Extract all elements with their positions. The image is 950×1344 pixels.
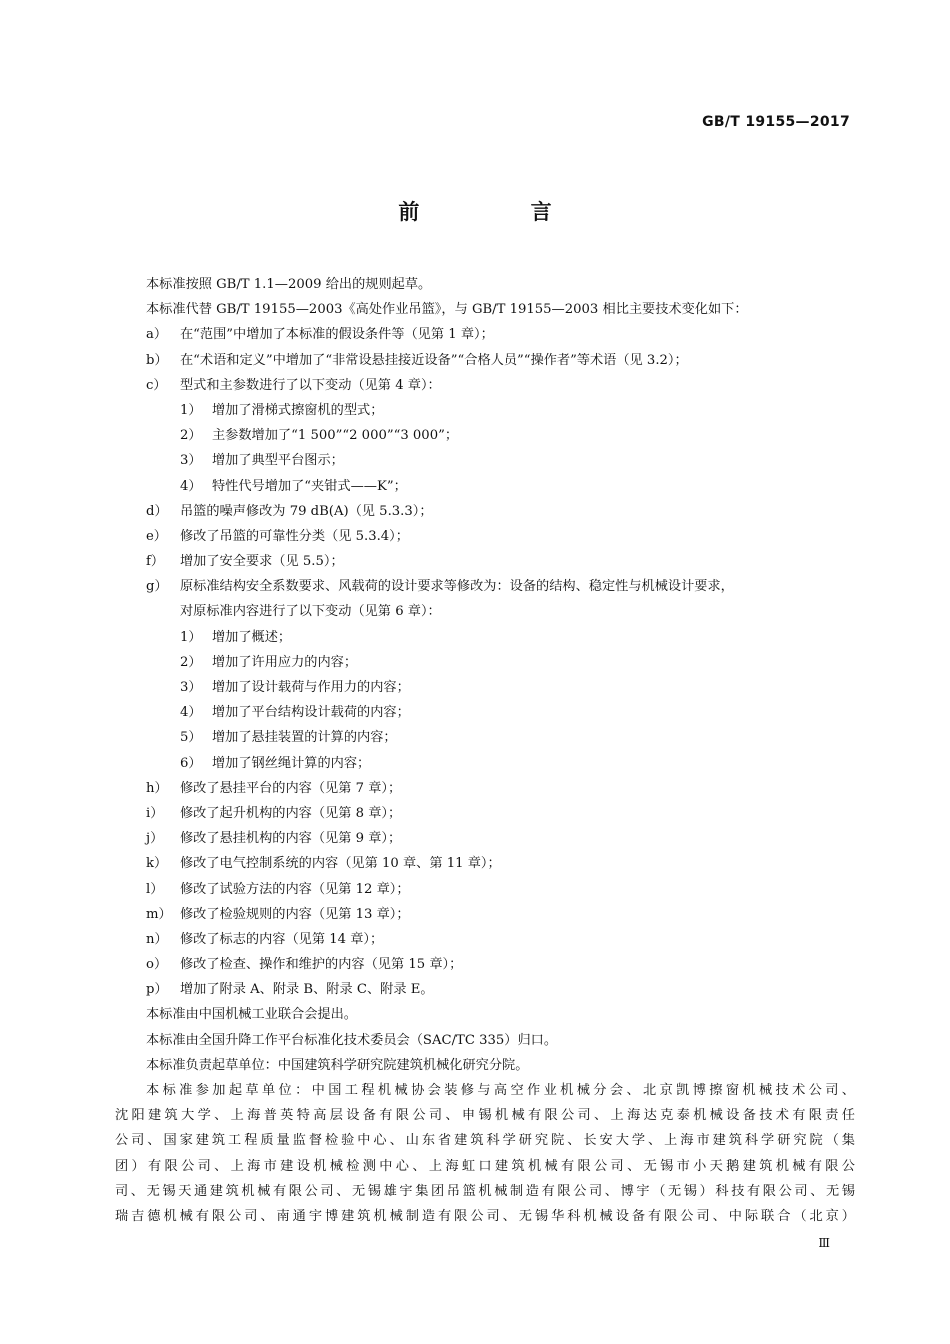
list-text: 在“术语和定义”中增加了“非常设悬挂接近设备”“合格人员”“操作者”等术语（见 3.2）； <box>180 352 688 368</box>
list-item <box>115 826 855 851</box>
list-text-continuation: 对原标准内容进行了以下变动（见第 6 章）： <box>180 604 441 620</box>
sub-item <box>115 725 855 750</box>
sub-marker: 1） <box>180 402 202 418</box>
list-text: 修改了起升机构的内容（见第 8 章）； <box>180 805 402 821</box>
list-marker: d） <box>146 503 168 519</box>
sub-item <box>115 398 855 423</box>
sub-text: 增加了悬挂装置的计算的内容； <box>212 730 397 746</box>
list-text: 吊篮的噪声修改为 79 dB(A)（见 5.3.3）； <box>180 503 433 519</box>
list-item <box>115 977 855 1002</box>
list-text: 修改了电气控制系统的内容（见第 10 章、第 11 章）； <box>180 856 501 872</box>
sub-text: 增加了钢丝绳计算的内容； <box>212 755 371 771</box>
sub-marker: 2） <box>180 654 202 670</box>
list-text: 修改了检查、操作和维护的内容（见第 15 章）； <box>180 957 463 973</box>
list-item <box>115 902 855 927</box>
sub-text: 增加了典型平台图示； <box>212 453 344 469</box>
list-item <box>115 322 855 347</box>
list-marker: n） <box>146 931 168 947</box>
list-text: 型式和主参数进行了以下变动（见第 4 章）： <box>180 377 441 393</box>
sub-marker: 6） <box>180 755 202 771</box>
list-marker: m） <box>146 906 172 922</box>
list-text: 修改了试验方法的内容（见第 12 章）； <box>180 881 410 897</box>
page-title: 前 言 <box>398 200 604 224</box>
drafters-line: 团）有限公司、上海市建设机械检测中心、上海虹口建筑机械有限公司、无锡市小天鹅建筑机械有限公 <box>115 1158 855 1174</box>
drafters-line: 公司、国家建筑工程质量监督检验中心、山东省建筑科学研究院、长安大学、上海市建筑科学研究院（集 <box>115 1133 855 1149</box>
paragraph: 本标准负责起草单位：中国建筑科学研究院建筑机械化研究分院。 <box>146 1057 529 1073</box>
list-marker: p） <box>146 982 168 998</box>
list-marker: f） <box>146 554 165 570</box>
sub-marker: 3） <box>180 453 202 469</box>
sub-text: 增加了设计载荷与作用力的内容； <box>212 680 410 695</box>
paragraph: 本标准代替 GB/T 19155—2003《高处作业吊篮》，与 GB/T 19155—2003 相比主要技术变化如下： <box>146 302 748 318</box>
paragraph: 本标准由全国升降工作平台标准化技术委员会（SAC/TC 335）归口。 <box>146 1032 558 1048</box>
list-marker: k） <box>146 856 168 872</box>
paragraph: 本标准由中国机械工业联合会提出。 <box>146 1007 357 1023</box>
list-text: 增加了安全要求（见 5.5）； <box>180 554 344 570</box>
document-body <box>115 272 855 1229</box>
sub-text: 特性代号增加了“夹钳式——K”； <box>212 478 407 494</box>
list-text: 原标准结构安全系数要求、风载荷的设计要求等修改为：设备的结构、稳定性与机械设计要求， <box>180 579 734 595</box>
sub-marker: 4） <box>180 705 202 721</box>
sub-text: 主参数增加了“1 500”“2 000”“3 000”； <box>212 428 459 444</box>
list-item <box>115 499 855 524</box>
paragraph: 本标准按照 GB/T 1.1—2009 给出的规则起草。 <box>146 277 432 292</box>
list-marker: l） <box>146 881 164 897</box>
list-item <box>115 927 855 952</box>
sub-text: 增加了概述； <box>212 629 292 645</box>
list-marker: j） <box>146 831 164 847</box>
sub-item <box>115 650 855 675</box>
list-item <box>115 952 855 977</box>
list-marker: a） <box>146 327 168 343</box>
sub-text: 增加了平台结构设计载荷的内容； <box>212 705 410 721</box>
sub-item <box>115 474 855 499</box>
list-item <box>115 877 855 902</box>
sub-marker: 1） <box>180 629 202 645</box>
sub-item <box>115 675 855 700</box>
sub-item <box>115 448 855 473</box>
list-item <box>115 549 855 574</box>
drafters-line: 沈阳建筑大学、上海普英特高层设备有限公司、申锡机械有限公司、上海达克泰机械设备技术有限责任 <box>115 1108 855 1124</box>
list-text: 修改了检验规则的内容（见第 13 章）； <box>180 906 410 922</box>
standard-number: GB/T 19155—2017 <box>702 114 850 130</box>
sub-item <box>115 751 855 776</box>
drafters-line: 本标准参加起草单位：中国工程机械协会装修与高空作业机械分会、北京凯博擦窗机械技术公司、 <box>146 1083 855 1098</box>
list-text: 修改了悬挂机构的内容（见第 9 章）； <box>180 831 402 847</box>
list-text: 增加了附录 A、附录 B、附录 C、附录 E。 <box>180 982 434 998</box>
list-marker: i） <box>146 805 164 821</box>
list-marker: b） <box>146 352 168 368</box>
sub-text: 增加了许用应力的内容； <box>212 654 358 670</box>
sub-item <box>115 423 855 448</box>
list-marker: h） <box>146 780 168 796</box>
list-item <box>115 851 855 876</box>
list-item <box>115 373 855 398</box>
list-marker: c） <box>146 377 167 393</box>
list-text: 修改了悬挂平台的内容（见第 7 章）； <box>180 780 402 796</box>
sub-marker: 3） <box>180 680 202 695</box>
sub-marker: 4） <box>180 478 202 494</box>
list-text: 修改了吊篮的可靠性分类（见 5.3.4）； <box>180 528 409 544</box>
list-text: 修改了标志的内容（见第 14 章）； <box>180 931 384 947</box>
sub-item <box>115 700 855 725</box>
list-marker: o） <box>146 957 168 973</box>
sub-marker: 5） <box>180 730 202 746</box>
list-marker: e） <box>146 528 167 544</box>
list-item <box>115 776 855 801</box>
page-number: Ⅲ <box>818 1236 830 1250</box>
sub-text: 增加了滑梯式擦窗机的型式； <box>212 402 384 418</box>
list-item <box>115 524 855 549</box>
drafters-line: 司、无锡天通建筑机械有限公司、无锡雄宇集团吊篮机械制造有限公司、博宇（无锡）科技有限公司、无锡 <box>115 1183 855 1199</box>
list-item <box>115 801 855 826</box>
drafters-line: 瑞吉德机械有限公司、南通宇博建筑机械制造有限公司、无锡华科机械设备有限公司、中际联合（北京） <box>115 1208 855 1224</box>
list-item <box>115 574 855 599</box>
sub-marker: 2） <box>180 428 202 444</box>
list-marker: g） <box>146 579 168 595</box>
list-item <box>115 348 855 373</box>
list-text: 在“范围”中增加了本标准的假设条件等（见第 1 章）； <box>180 327 494 343</box>
sub-item <box>115 625 855 650</box>
